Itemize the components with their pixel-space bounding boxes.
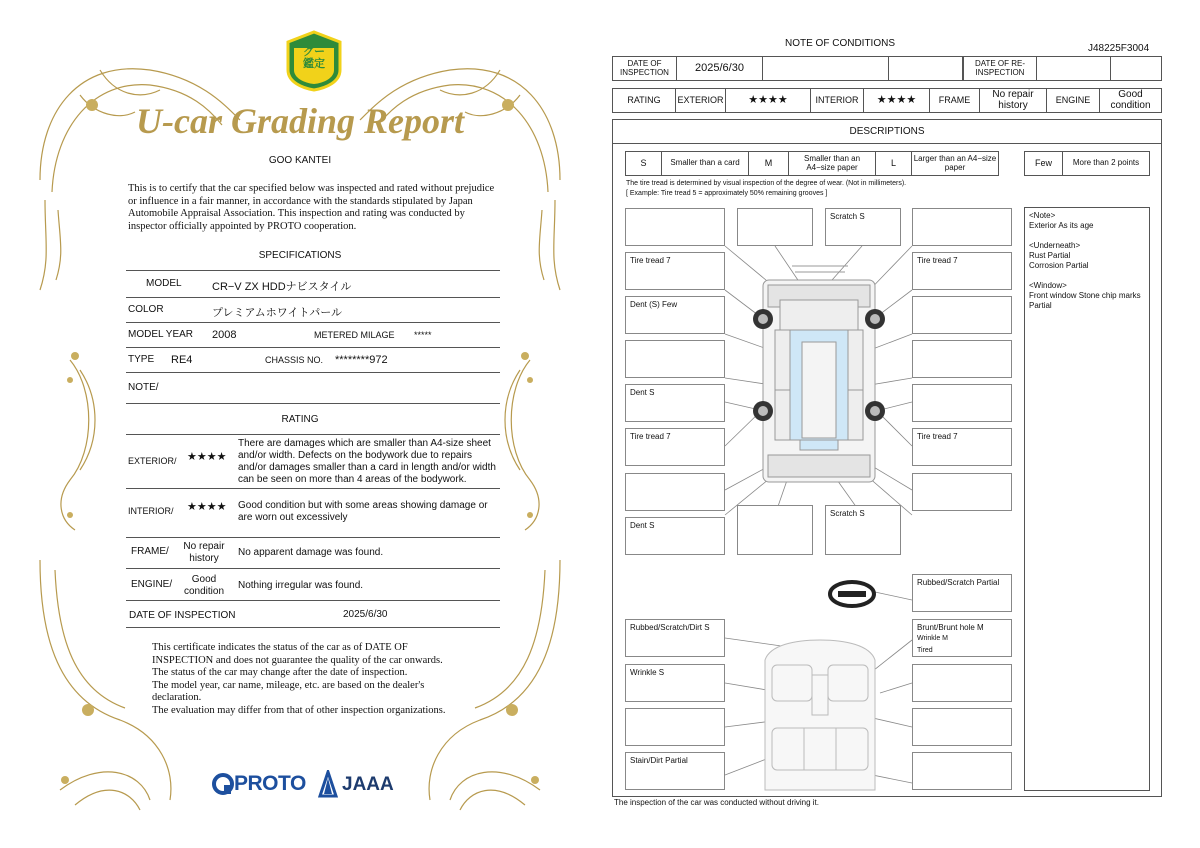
legend-m-desc: Smaller than an A4−size paper (789, 152, 876, 175)
callout-line: Tired (917, 647, 933, 654)
callout-box (625, 340, 725, 378)
callout-tire-lf: Tire tread 7 (625, 252, 725, 290)
rating-heading: RATING (281, 414, 319, 425)
legend-s-desc: Smaller than a card (662, 152, 749, 175)
color-value: プレミアムホワイトパール (212, 307, 343, 319)
note-line: Front window Stone chip marks Partial (1029, 291, 1141, 310)
jaaa-text: JAAA (342, 774, 394, 795)
date-of-inspection-value: 2025/6/30 (677, 57, 763, 80)
proto-logo (212, 770, 312, 798)
footer-note: The inspection of the car was conducted without driving it. (614, 798, 819, 807)
engine-label: ENGINE/ (131, 579, 173, 590)
callout-box (912, 296, 1012, 334)
doc-id: J48225F3004 (1088, 43, 1150, 54)
descriptions-heading: DESCRIPTIONS (849, 126, 925, 137)
callout-dent-s-lower: Dent S (625, 517, 725, 555)
model-value: CR−V ZX HDDナビスタイル (212, 281, 352, 293)
exterior-stars: ★★★★ (187, 451, 227, 463)
callout-stain-dirt: Stain/Dirt Partial (625, 752, 725, 790)
callout-tire-lr: Tire tread 7 (625, 428, 725, 466)
proto-mark-icon (212, 772, 234, 796)
callout-box (625, 473, 725, 511)
specifications-heading: SPECIFICATIONS (258, 250, 342, 261)
exterior-stars: ★★★★ (726, 89, 811, 112)
model-label: MODEL (146, 278, 182, 289)
chassis-value: ********972 (335, 354, 388, 366)
legend-l: L (876, 152, 912, 175)
badge-text: グー 鑑定 (303, 46, 325, 71)
callout-tire-rr: Tire tread 7 (912, 428, 1012, 466)
engine-value: Good condition (183, 574, 225, 597)
rating-label: RATING (613, 89, 676, 112)
certify-text: This is to certify that the car specified below was inspected and rated without prejudice or influence in a fair manner, in accordance with the standards stipulated by Japan Automobile Appraisal Association. This inspection and rating was conducted by inspector officially appointed by PROTO cooperation. (128, 183, 495, 232)
frame-value: No repair history (183, 541, 225, 564)
callout-brunt (912, 619, 1012, 657)
note-line: Exterior As its age (1029, 221, 1094, 230)
legend-s: S (626, 152, 662, 175)
note-of-conditions (600, 0, 1200, 848)
disclaimer (152, 642, 470, 717)
interior-description: Good condition but with some areas showing damage or are worn out excessively (238, 500, 488, 523)
report-subtitle: GOO KANTEI (268, 155, 332, 166)
note-line: Rust Partial (1029, 251, 1071, 260)
note-line: <Note> (1029, 211, 1056, 220)
interior-label: INTERIOR/ (128, 506, 174, 516)
disclaimer-line: This certificate indicates the status of the car as of DATE OF INSPECTION and does not guarantee the quality of the car onwards. (152, 642, 443, 666)
callout-dent-s: Dent S (625, 384, 725, 422)
callout-line: Wrinkle M (917, 635, 948, 642)
date-label: DATE OF INSPECTION (129, 610, 236, 621)
callout-scratch-bottom: Scratch S (825, 505, 901, 555)
callout-tire-rf: Tire tread 7 (912, 252, 1012, 290)
callout-box (912, 473, 1012, 511)
callout-box (625, 708, 725, 746)
steering-wheel-icon (830, 582, 874, 606)
interior-stars: ★★★★ (187, 501, 227, 513)
note-line: Corrosion Partial (1029, 261, 1089, 270)
frame-value: No repair history (980, 89, 1047, 112)
engine-description: Nothing irregular was found. (238, 580, 364, 591)
chassis-label: CHASSIS NO. (265, 355, 324, 365)
callout-box (737, 505, 813, 555)
disclaimer-line: The status of the car may change after the date of inspection. (152, 667, 408, 678)
exterior-label: EXTERIOR/ (128, 456, 177, 466)
callout-box (737, 208, 813, 246)
note-line: <Underneath> (1029, 241, 1081, 250)
callout-dent-few: Dent (S) Few (625, 296, 725, 334)
color-label: COLOR (128, 304, 164, 315)
legend-few: Few (1025, 152, 1063, 175)
date-of-inspection-label: DATE OF INSPECTION (613, 57, 677, 80)
type-label: TYPE (128, 354, 155, 365)
conditions-title: NOTE OF CONDITIONS (785, 38, 895, 49)
metered-mileage-value: ***** (414, 330, 432, 340)
frame-label: FRAME/ (131, 546, 169, 557)
model-year-value: 2008 (212, 329, 237, 341)
callout-box (912, 384, 1012, 422)
disclaimer-line: The model year, car name, mileage, etc. are based on the dealer's declaration. (152, 679, 425, 703)
frame-label: FRAME (930, 89, 980, 112)
legend-few-desc: More than 2 points (1072, 158, 1140, 168)
proto-text: PROTO (234, 772, 306, 795)
frame-description: No apparent damage was found. (238, 547, 384, 558)
callout-box (912, 208, 1012, 246)
callout-line: Brunt/Brunt hole M (917, 623, 984, 632)
callout-rubbed-scratch-partial: Rubbed/Scratch Partial (912, 574, 1012, 612)
jaaa-logo (318, 770, 398, 798)
callout-wrinkle-s: Wrinkle S (625, 664, 725, 702)
callout-box (625, 208, 725, 246)
goo-kantei-badge (286, 30, 342, 92)
note-line: <Window> (1029, 281, 1067, 290)
exterior-label: EXTERIOR (676, 89, 726, 112)
legend-l-desc: Larger than an A4−size paper (913, 154, 997, 172)
reinspection-label: DATE OF RE-INSPECTION (963, 57, 1037, 80)
callout-box (912, 664, 1012, 702)
jaaa-mark-icon (318, 770, 338, 798)
model-year-label: MODEL YEAR (128, 329, 194, 340)
metered-mileage-label: METERED MILAGE (314, 330, 395, 340)
tire-note-2: [ Example: Tire tread 5 = approximately 50% remaining grooves ] (626, 190, 828, 197)
tire-note-1: The tire tread is determined by visual inspection of the degree of wear. (Not in millimeters). (626, 180, 907, 187)
callout-rubbed-scratch-dirt: Rubbed/Scratch/Dirt S (625, 619, 725, 657)
engine-value: Good condition (1110, 89, 1151, 111)
type-value: RE4 (171, 354, 193, 366)
disclaimer-line: The evaluation may differ from that of other inspection organizations. (152, 704, 446, 716)
callout-box (912, 708, 1012, 746)
engine-label: ENGINE (1047, 89, 1100, 112)
report-title: U-car Grading Report (135, 101, 464, 141)
callout-box (912, 752, 1012, 790)
note-label: NOTE/ (128, 382, 159, 393)
interior-stars: ★★★★ (864, 89, 930, 112)
date-value: 2025/6/30 (343, 609, 388, 620)
legend-m: M (749, 152, 789, 175)
exterior-description: There are damages which are smaller than A4-size sheet and/or width. Defects on the bodywork due to repairs and/or damages smaller than a card in length and/or width can be seen on more than 4 areas of the bodywork. (238, 438, 496, 485)
interior-label: INTERIOR (811, 89, 864, 112)
callout-box (912, 340, 1012, 378)
callout-scratch-top: Scratch S (825, 208, 901, 246)
